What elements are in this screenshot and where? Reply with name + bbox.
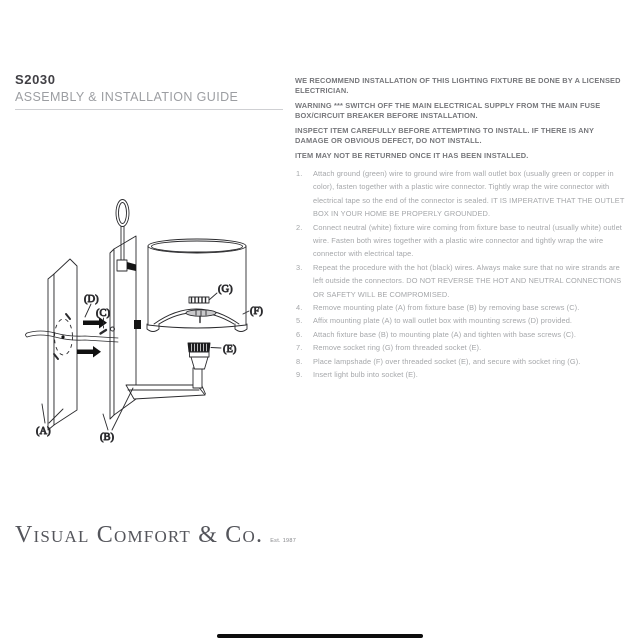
step-item — [296, 261, 626, 301]
warning-power-off: WARNING *** SWITCH OFF THE MAIN ELECTRICAL SUPPLY FROM THE MAIN FUSE BOX/CIRCUIT BREAKER BEFORE INSTALLATION. — [295, 101, 601, 120]
step-item — [296, 221, 626, 261]
brand-name: Visual Comfort & Co. — [15, 522, 264, 548]
page-title: ASSEMBLY & INSTALLATION GUIDE — [15, 90, 239, 104]
step-number: 4. — [296, 303, 303, 313]
step-number: 5. — [296, 316, 303, 326]
steps-list — [296, 167, 626, 382]
product-model: S2030 — [15, 72, 56, 87]
step-text: Connect neutral (white) fixture wire coming from fixture base to neutral (usually white) outlet wire. Fasten both wires together with a plastic wire connector and tightly wrap the wire connector with electrical tape. — [313, 222, 622, 259]
step-item — [296, 341, 626, 354]
step-item — [296, 301, 626, 314]
step-text: Attach ground (green) wire to ground wire from wall outlet box (usually green or copper in color), fasten together with a plastic wire connector. Tightly wrap the wire connector with electrical tape so the end of the connector is sealed. IT IS IMPERATIVE THAT THE OUTLET BOX IN YOUR HOME BE PROPERLY GROUNDED. — [313, 169, 625, 219]
step-item — [296, 167, 626, 221]
home-indicator-bar — [217, 634, 423, 638]
step-item — [296, 368, 626, 381]
socket-ring-g — [189, 297, 209, 303]
step-text: Remove socket ring (G) from threaded socket (E). — [313, 343, 482, 353]
assembly-diagram — [20, 190, 290, 450]
brand-established: Est. 1987 — [270, 538, 297, 544]
label-e: (E) — [223, 344, 237, 355]
step-number: 7. — [296, 343, 303, 353]
step-text: Affix mounting plate (A) to wall outlet box with mounting screws (D) provided. — [313, 316, 573, 326]
warning-inspect: INSPECT ITEM CAREFULLY BEFORE ATTEMPTING TO INSTALL. IF THERE IS ANY DAMAGE OR OBVIOUS DEFECT, DO NOT INSTALL. — [295, 126, 594, 145]
step-number: 3. — [296, 262, 303, 272]
label-d: (D) — [84, 294, 99, 305]
step-number: 1. — [296, 169, 303, 178]
step-item — [296, 314, 626, 327]
warnings-block — [295, 76, 629, 166]
step-number: 9. — [296, 370, 303, 380]
step-text: Repeat the procedure with the hot (black) wires. Always make sure that no wire strands are left outside the connectors. DO NOT REVERSE THE HOT AND NEUTRAL CONNECTIONS OR SAFETY WILL BE COMPROMISED. — [313, 262, 622, 299]
step-text: Attach fixture base (B) to mounting plate (A) and tighten with base screws (C). — [313, 329, 576, 339]
label-b: (B) — [100, 432, 114, 443]
side-knob — [134, 320, 141, 329]
header-divider — [15, 109, 283, 110]
warning-electrician: WE RECOMMEND INSTALLATION OF THIS LIGHTING FIXTURE BE DONE BY A LICENSED ELECTRICIAN. — [295, 76, 621, 95]
step-number: 8. — [296, 356, 303, 366]
step-text: Insert light bulb into socket (E). — [313, 370, 418, 380]
step-item — [296, 328, 626, 341]
step-number: 2. — [296, 222, 303, 232]
step-item — [296, 355, 626, 368]
step-number: 6. — [296, 329, 303, 339]
mounting-plate-a — [48, 259, 77, 430]
header — [15, 72, 285, 104]
step-text: Remove mounting plate (A) from fixture base (B) by removing base screws (C). — [313, 303, 580, 313]
brand-logo — [15, 522, 296, 549]
step-text: Place lampshade (F) over threaded socket (E), and secure with socket ring (G). — [313, 356, 581, 366]
label-c: (C) — [96, 308, 110, 319]
label-a: (A) — [36, 426, 51, 437]
fixture-arm — [126, 368, 206, 399]
label-g: (G) — [218, 284, 233, 295]
threaded-socket-e — [188, 343, 210, 369]
label-f: (F) — [250, 306, 263, 317]
warning-no-return: ITEM MAY NOT BE RETURNED ONCE IT HAS BEEN INSTALLED. — [295, 151, 529, 160]
